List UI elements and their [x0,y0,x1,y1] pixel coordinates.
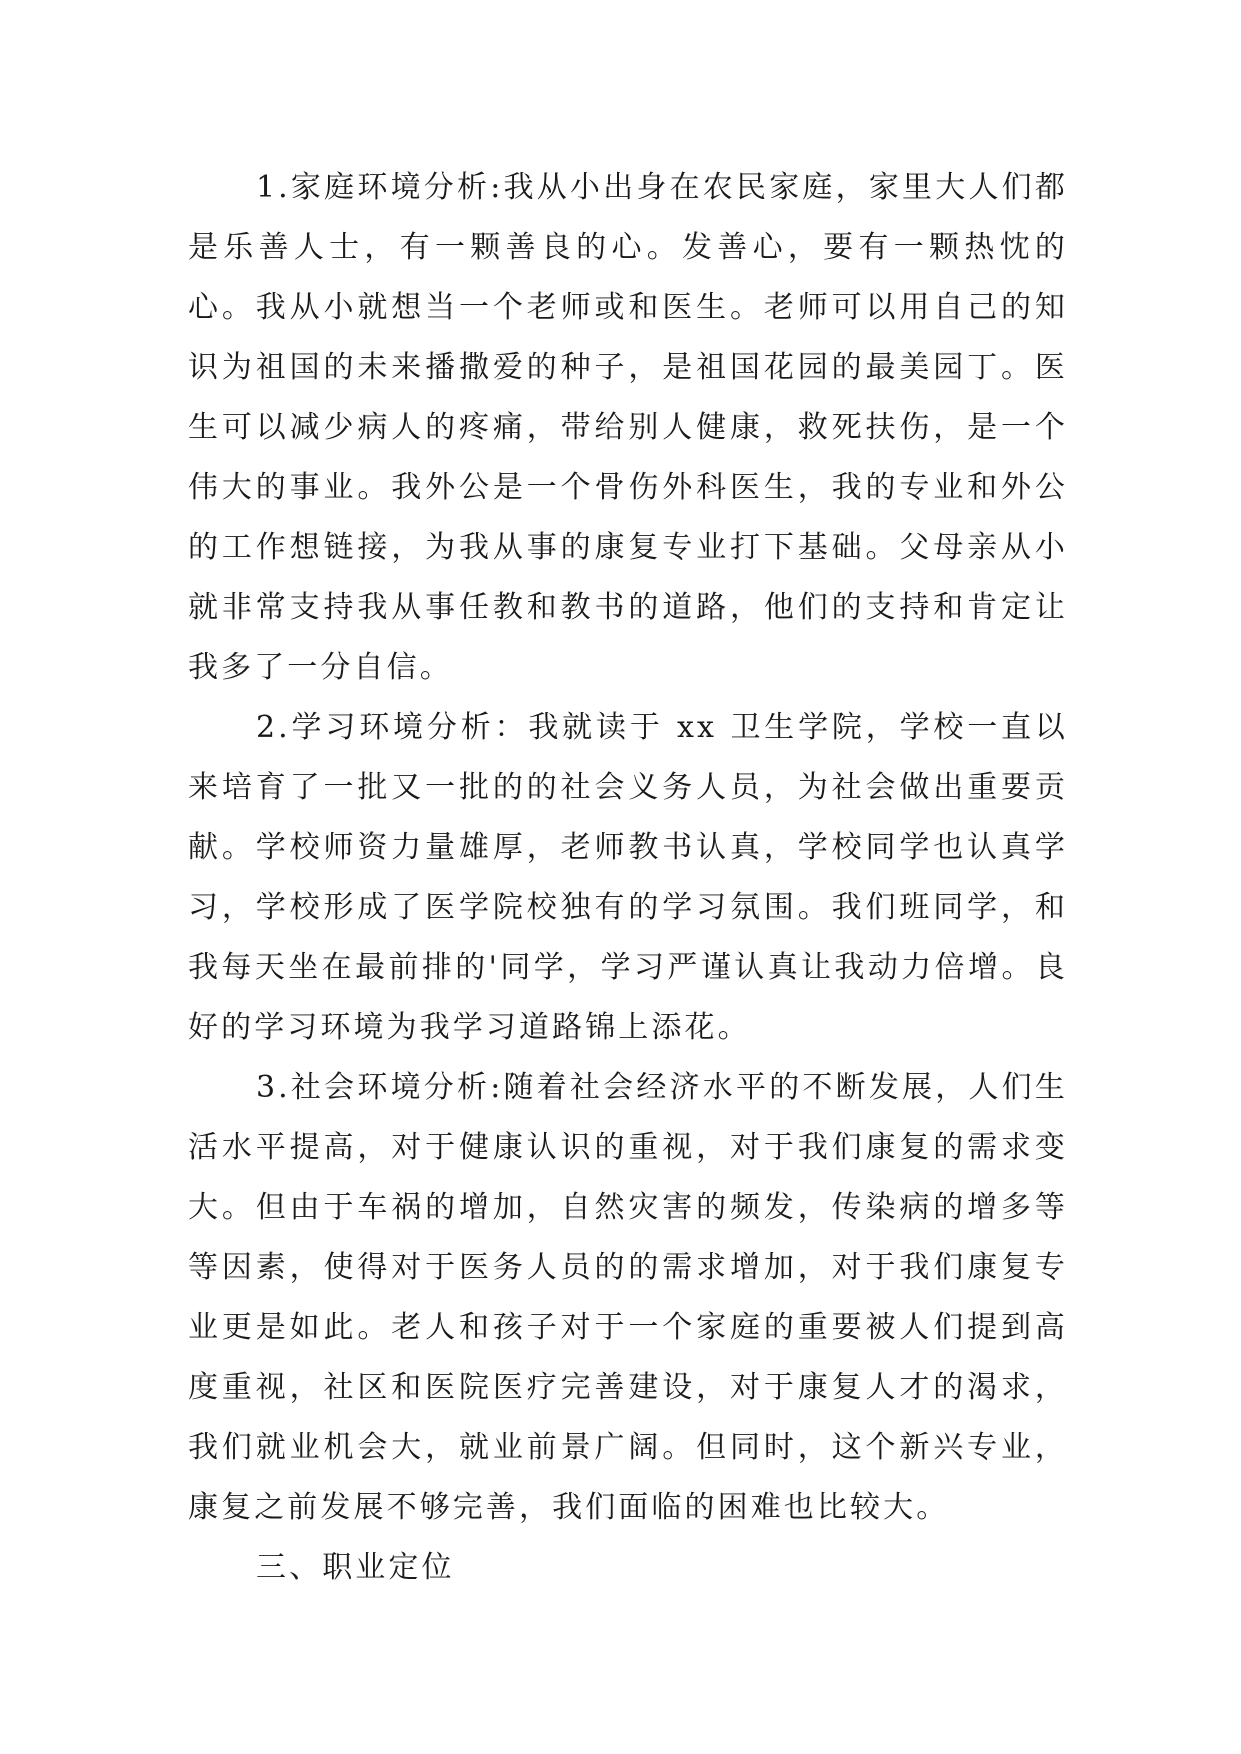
document-body [188,158,1068,1598]
paragraph-social-environment: 3.社会环境分析:随着社会经济水平的不断发展，人们生活水平提高，对于健康认识的重视，对于我们康复的需求变大。但由于车祸的增加，自然灾害的频发，传染病的增多等等因素，使得对于医务人员的的需求增加，对于我们康复专业更是如此。老人和孩子对于一个家庭的重要被人们提到高度重视，社区和医院医疗完善建设，对于康复人才的渴求，我们就业机会大，就业前景广阔。但同时，这个新兴专业，康复之前发展不够完善，我们面临的困难也比较大。 [188,1070,1068,1525]
paragraph-family-environment: 1.家庭环境分析:我从小出身在农民家庭，家里大人们都是乐善人士，有一颗善良的心。发善心，要有一颗热忱的心。我从小就想当一个老师或和医生。老师可以用自己的知识为祖国的未来播撒爱的种子，是祖国花园的最美园丁。医生可以减少病人的疼痛，带给别人健康，救死扶伤，是一个伟大的事业。我外公是一个骨伤外科医生，我的专业和外公的工作想链接，为我从事的康复专业打下基础。父母亲从小就非常支持我从事任教和教书的道路，他们的支持和肯定让我多了一分自信。 [188,170,1068,685]
section-heading-career-positioning: 三、职业定位 [256,1550,455,1585]
paragraph-study-environment: 2.学习环境分析：我就读于 xx 卫生学院，学校一直以来培育了一批又一批的的社会义务人员，为社会做出重要贡献。学校师资力量雄厚，老师教书认真，学校同学也认真学习，学校形成了医学院校独有的学习氛围。我们班同学，和我每天坐在最前排的'同学，学习严谨认真让我动力倍增。良好的学习环境为我学习道路锦上添花。 [188,710,1068,1045]
